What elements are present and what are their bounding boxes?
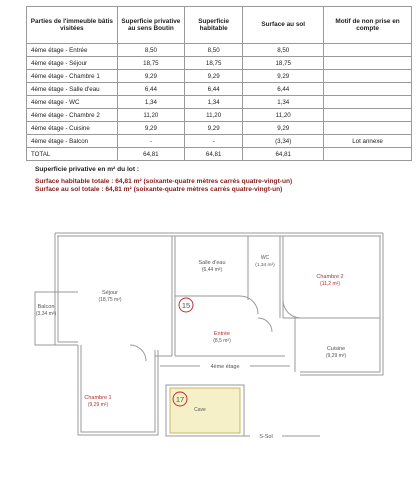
room-cuisine-name: Cuisine [326,346,346,352]
table-cell: - [185,135,243,148]
table-cell: 1,34 [185,96,243,109]
door-arc [258,318,272,332]
table-cell: 6,44 [243,83,324,96]
column-header: Parties de l'immeuble bâtis visitées [27,7,118,44]
door-arc [240,296,258,314]
room-ch2-name: Chambre 2 [316,274,344,280]
room-sde-area: (6,44 m²) [201,267,223,273]
table-cell: 64,81 [243,148,324,161]
table-cell: 4ème étage - Salle d'eau [27,83,118,96]
summary-habitable: Surface habitable totale : 64,81 m² (soixante-quatre mètres carrés quatre-vingt-un) [35,178,293,185]
table-cell: 4ème étage - Chambre 1 [27,70,118,83]
room-ch1-name: Chambre 1 [84,395,112,401]
table-cell: 9,29 [117,122,184,135]
table-cell: 4ème étage - Entrée [27,44,118,57]
wall [81,345,155,432]
table-cell: 64,81 [185,148,243,161]
balcony-wall [35,292,78,345]
table-cell: 9,29 [243,70,324,83]
room-wc-name: WC [260,255,270,261]
table-cell: 9,29 [117,70,184,83]
room-entree-name: Entrée [213,331,231,337]
table-cell: 18,75 [117,57,184,70]
column-header: Surface au sol [243,7,324,44]
table-cell: 11,20 [185,109,243,122]
room-balcon-name: Balcon [37,304,55,310]
room-ch1-area: (9,29 m²) [87,402,109,408]
room-entree-area: (8,5 m²) [213,338,231,344]
table-cell: 4ème étage - Chambre 2 [27,109,118,122]
summary-sol: Surface au sol totale : 64,81 m² (soixante-quatre mètres carrés quatre-vingt-un) [35,186,283,193]
table-cell: 8,50 [117,44,184,57]
summary-title: Superficie privative en m² du lot : [35,166,140,173]
table-cell: 11,20 [117,109,184,122]
table-cell: 1,34 [243,96,324,109]
table-cell: TOTAL [27,148,118,161]
door-arc [130,345,146,361]
table-cell: 9,29 [185,122,243,135]
table-cell: 4ème étage - Balcon [27,135,118,148]
level-ss-label: S-Sol [259,434,273,440]
marker-cave: 17 [175,395,185,404]
table-cell: 11,20 [243,109,324,122]
table-cell: 4ème étage - WC [27,96,118,109]
marker-main: 15 [181,301,191,310]
column-header: Motif de non prise en compte [324,7,412,44]
room-wc-area: (1,34 m²) [255,263,275,268]
room-cave-name: Cave [194,407,206,413]
table-cell: 9,29 [243,122,324,135]
table-cell: 18,75 [243,57,324,70]
room-balcon-area: (3,34 m²) [35,311,57,317]
room-sde-name: Salle d'eau [198,260,226,266]
table-cell: 8,50 [243,44,324,57]
level-4-label: 4ème étage [210,364,240,370]
table-cell: 4ème étage - Séjour [27,57,118,70]
column-header: Superficie habitable [185,7,243,44]
table-cell: - [117,135,184,148]
table-cell: 6,44 [185,83,243,96]
room-sejour-name: Séjour [102,290,118,296]
table-cell: 18,75 [185,57,243,70]
room-cuisine-area: (9,29 m²) [325,353,347,359]
room-sejour-area: (18,75 m²) [98,297,122,303]
table-cell: Lot annexe [324,135,412,148]
door-arc [283,300,301,318]
table-cell: 6,44 [117,83,184,96]
table-cell: (3,34) [243,135,324,148]
table-cell: 8,50 [185,44,243,57]
room-ch2-area: (11,2 m²) [320,281,340,287]
table-cell: 4ème étage - Cuisine [27,122,118,135]
column-header: Superficie privative au sens Boutin [117,7,184,44]
table-cell: 1,34 [117,96,184,109]
table-cell: 64,81 [117,148,184,161]
table-cell: 9,29 [185,70,243,83]
